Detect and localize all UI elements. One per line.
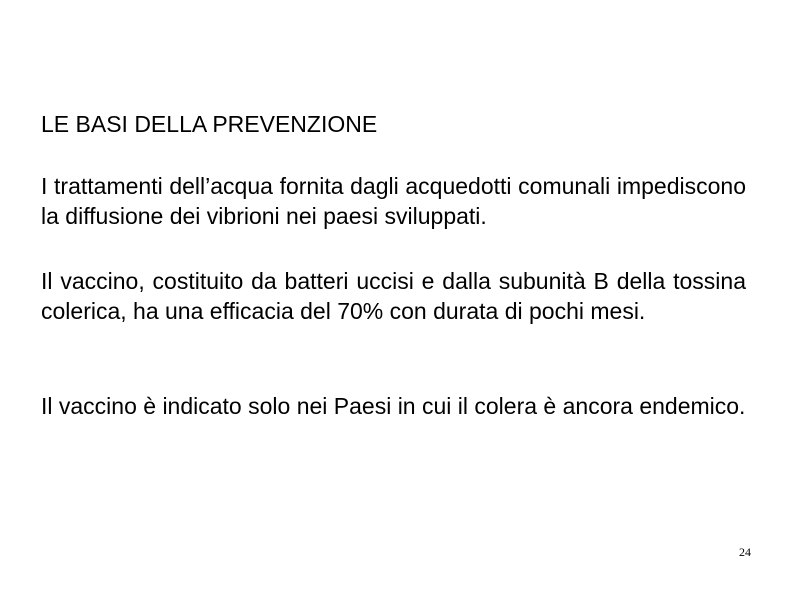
page-number: 24: [739, 545, 751, 559]
slide-title: LE BASI DELLA PREVENZIONE: [41, 111, 378, 137]
paragraph-vaccine-indication: Il vaccino è indicato solo nei Paesi in cui il colera è ancora endemico.: [41, 393, 746, 419]
paragraph-vaccine-efficacy: Il vaccino, costituito da batteri uccisi e dalla subunità B della tossina colerica, ha una efficacia del 70% con durata di pochi mesi.: [41, 268, 746, 324]
paragraph-water-treatment: I trattamenti dell’acqua fornita dagli acquedotti comunali impediscono la diffusione dei vibrioni nei paesi sviluppati.: [41, 173, 746, 229]
